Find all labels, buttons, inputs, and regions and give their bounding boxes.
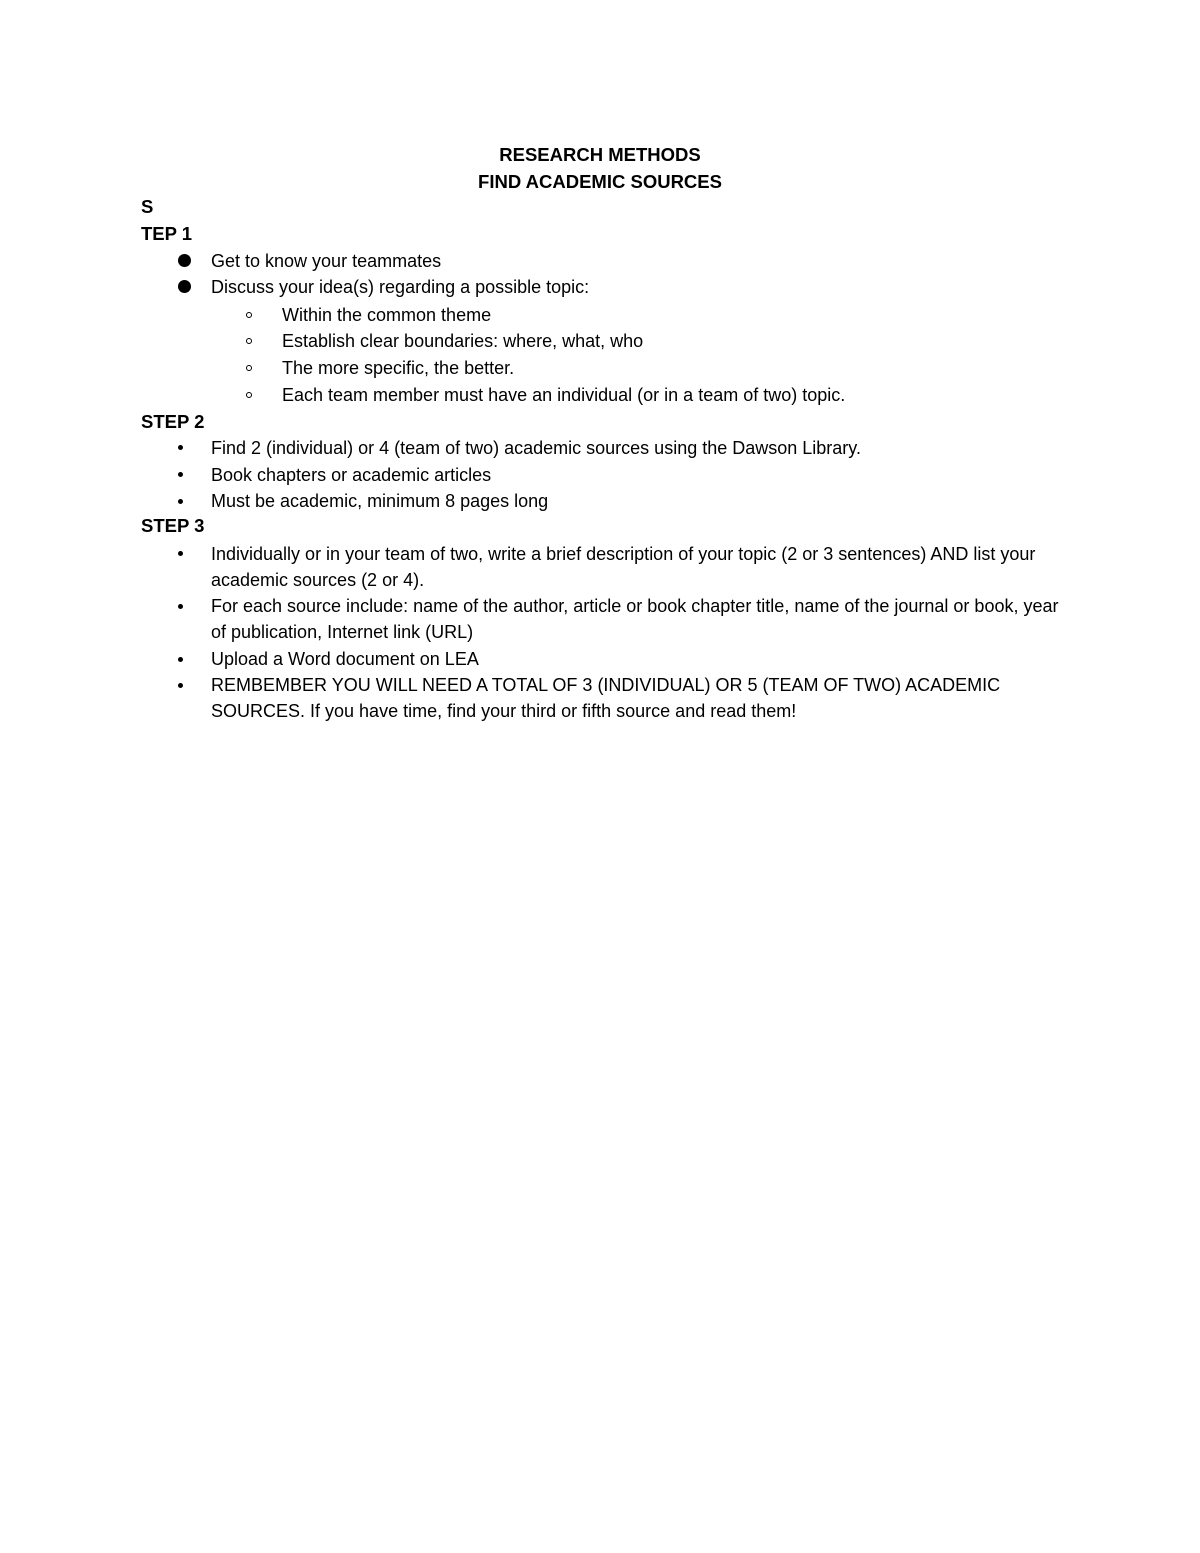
step-1-heading-part-a: S [141,196,154,217]
sub-bullet-ring-icon [246,312,252,318]
step-1-item-1: Get to know your teammates [211,251,442,271]
step-1-subitem-2: Establish clear boundaries: where, what, who [282,331,644,351]
bullet-dot-icon [178,657,183,662]
bullet-dot-icon [178,604,183,609]
step-2-item-3: Must be academic, minimum 8 pages long [211,491,549,511]
bullet-dot-icon [178,280,191,293]
step-2-heading: STEP 2 [141,411,205,432]
step-1-subitem-3: The more specific, the better. [282,358,515,378]
sub-bullet-ring-icon [246,392,252,398]
bullet-dot-icon [178,683,183,688]
step-3-item-3: Upload a Word document on LEA [211,649,479,669]
bullet-dot-icon [178,445,183,450]
step-2-item-1: Find 2 (individual) or 4 (team of two) academic sources using the Dawson Library. [211,438,861,458]
bullet-dot-icon [178,472,183,477]
step-1-item-2: Discuss your idea(s) regarding a possible topic: [211,277,590,297]
step-2-item-2: Book chapters or academic articles [211,465,492,485]
step-1-subitem-4: Each team member must have an individual (or in a team of two) topic. [282,385,846,405]
step-3-heading: STEP 3 [141,515,205,536]
step-3-item-2: For each source include: name of the author, article or book chapter title, name of the journal or book, year of publication, Internet link (URL) [211,596,1059,642]
step-1-subitem-1: Within the common theme [282,305,492,325]
step-1-heading-part-b: TEP 1 [141,223,193,244]
step-3-item-1: Individually or in your team of two, write a brief description of your topic (2 or 3 sentences) AND list your academic sources (2 or 4). [211,544,1036,590]
document-title-line-2: FIND ACADEMIC SOURCES [478,171,722,192]
bullet-dot-icon [178,499,183,504]
bullet-dot-icon [178,254,191,267]
sub-bullet-ring-icon [246,365,252,371]
bullet-dot-icon [178,551,183,556]
sub-bullet-ring-icon [246,338,252,344]
step-3-item-4: REMBEMBER YOU WILL NEED A TOTAL OF 3 (INDIVIDUAL) OR 5 (TEAM OF TWO) ACADEMIC SOURCES. If you have time, find your third or fifth source and read them! [211,675,1001,721]
document-title-line-1: RESEARCH METHODS [499,144,701,165]
